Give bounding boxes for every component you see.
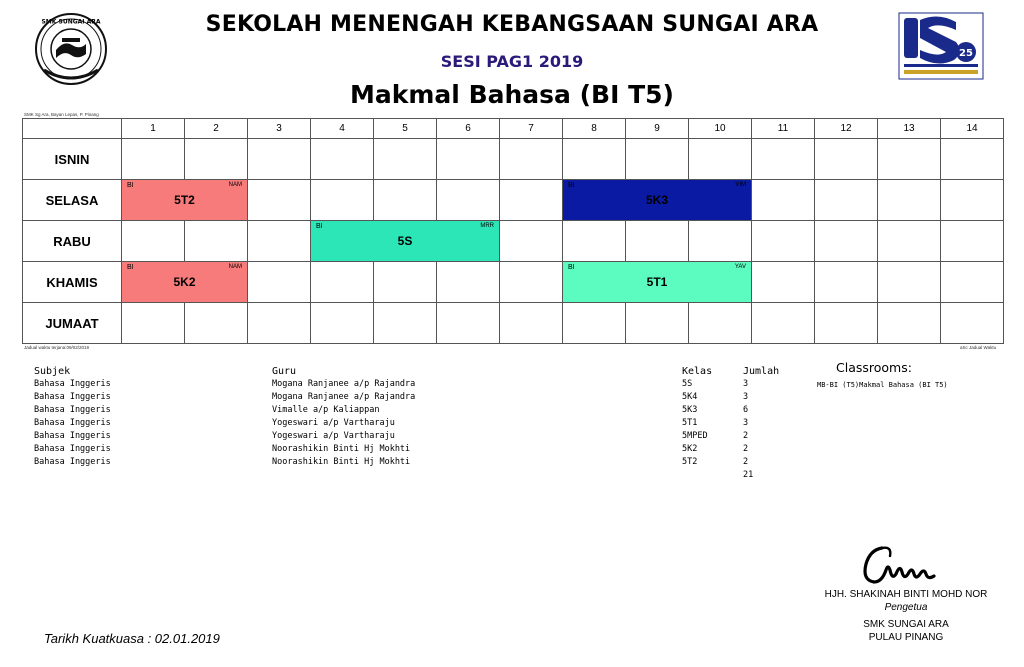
empty-slot bbox=[374, 262, 437, 303]
empty-slot bbox=[500, 180, 563, 221]
lesson-card[interactable] bbox=[122, 262, 248, 303]
svg-text:25: 25 bbox=[959, 48, 973, 59]
signature-location: PULAU PINANG bbox=[868, 632, 944, 643]
period-header: 3 bbox=[248, 119, 311, 139]
empty-slot bbox=[878, 139, 941, 180]
lesson-subject: BI bbox=[568, 264, 575, 271]
summary-subject: Bahasa Inggeris bbox=[34, 379, 111, 389]
day-row-jumaat bbox=[23, 303, 1004, 344]
software-note: aSc Jadual Waktu bbox=[960, 345, 997, 350]
empty-slot bbox=[752, 221, 815, 262]
period-header: 2 bbox=[185, 119, 248, 139]
empty-slot bbox=[878, 221, 941, 262]
empty-slot bbox=[311, 139, 374, 180]
empty-slot bbox=[752, 180, 815, 221]
summary-class: 5K4 bbox=[682, 392, 698, 402]
period-header: 10 bbox=[689, 119, 752, 139]
summary-teacher: Mogana Ranjanee a/p Rajandra bbox=[272, 379, 416, 389]
empty-slot bbox=[626, 221, 689, 262]
summary-count: 3 bbox=[743, 379, 749, 389]
empty-slot bbox=[185, 139, 248, 180]
day-label: JUMAAT bbox=[23, 303, 122, 344]
summary-subject: Bahasa Inggeris bbox=[34, 457, 111, 467]
empty-slot bbox=[689, 221, 752, 262]
lesson-class: 5K2 bbox=[173, 275, 196, 289]
empty-slot bbox=[941, 303, 1004, 344]
classrooms-title: Classrooms: bbox=[836, 360, 912, 375]
period-header: 14 bbox=[941, 119, 1004, 139]
summary-teacher: Noorashikin Binti Hj Mokhti bbox=[272, 457, 411, 467]
summary-count: 3 bbox=[743, 418, 749, 428]
summary-teacher: Yogeswari a/p Vartharaju bbox=[272, 431, 395, 441]
lesson-teacher: NAM bbox=[228, 182, 242, 188]
lesson-card[interactable] bbox=[122, 180, 248, 221]
empty-slot bbox=[374, 180, 437, 221]
empty-slot bbox=[752, 139, 815, 180]
empty-slot bbox=[815, 262, 878, 303]
empty-slot bbox=[941, 139, 1004, 180]
effective-date: Tarikh Kuatkuasa : 02.01.2019 bbox=[44, 631, 220, 646]
lesson-class: 5K3 bbox=[645, 193, 668, 207]
empty-slot bbox=[437, 180, 500, 221]
summary-subject: Bahasa Inggeris bbox=[34, 405, 111, 415]
empty-slot bbox=[563, 221, 626, 262]
count-header: Jumlah bbox=[743, 366, 780, 377]
empty-slot bbox=[878, 180, 941, 221]
empty-slot bbox=[122, 303, 185, 344]
summary-class: 5T2 bbox=[682, 457, 698, 467]
signature-school: SMK SUNGAI ARA bbox=[863, 619, 949, 630]
empty-slot bbox=[563, 303, 626, 344]
lesson-subject: BI bbox=[127, 264, 134, 271]
empty-slot bbox=[878, 303, 941, 344]
empty-slot bbox=[248, 221, 311, 262]
day-label: ISNIN bbox=[23, 139, 122, 180]
empty-slot bbox=[941, 262, 1004, 303]
timetable-grid bbox=[22, 118, 1004, 344]
lesson-class: 5T2 bbox=[174, 193, 195, 207]
empty-slot bbox=[248, 303, 311, 344]
lesson-teacher: MRR bbox=[480, 223, 494, 229]
lesson-class: 5T1 bbox=[646, 275, 668, 289]
summary-count: 2 bbox=[743, 457, 749, 467]
summary-class: 5K2 bbox=[682, 444, 698, 454]
empty-slot bbox=[941, 221, 1004, 262]
subject-header: Subjek bbox=[34, 366, 71, 377]
lesson-card[interactable] bbox=[311, 221, 500, 262]
empty-slot bbox=[626, 303, 689, 344]
empty-slot bbox=[437, 139, 500, 180]
period-header: 12 bbox=[815, 119, 878, 139]
session-label: SESI PAG1 2019 bbox=[440, 52, 584, 71]
summary-teacher: Mogana Ranjanee a/p Rajandra bbox=[272, 392, 416, 402]
empty-slot bbox=[311, 303, 374, 344]
corner-cell bbox=[23, 119, 122, 139]
period-header: 9 bbox=[626, 119, 689, 139]
day-row-khamis bbox=[23, 262, 1004, 303]
lesson-class: 5S bbox=[397, 234, 413, 248]
empty-slot bbox=[941, 180, 1004, 221]
empty-slot bbox=[437, 262, 500, 303]
summary-count: 3 bbox=[743, 392, 749, 402]
empty-slot bbox=[374, 303, 437, 344]
day-row-rabu bbox=[23, 221, 1004, 262]
empty-slot bbox=[311, 180, 374, 221]
day-label: RABU bbox=[23, 221, 122, 262]
empty-slot bbox=[248, 139, 311, 180]
day-label: KHAMIS bbox=[23, 262, 122, 303]
empty-slot bbox=[185, 303, 248, 344]
empty-slot bbox=[563, 139, 626, 180]
empty-slot bbox=[311, 262, 374, 303]
empty-slot bbox=[689, 303, 752, 344]
summary-count: 6 bbox=[743, 405, 749, 415]
empty-slot bbox=[815, 139, 878, 180]
empty-slot bbox=[374, 139, 437, 180]
summary-teacher: Yogeswari a/p Vartharaju bbox=[272, 418, 395, 428]
period-header: 6 bbox=[437, 119, 500, 139]
principal-position: Pengetua bbox=[884, 602, 928, 613]
lesson-teacher: VIM bbox=[735, 182, 746, 188]
summary-class: 5S bbox=[682, 379, 693, 389]
teacher-header: Guru bbox=[272, 366, 297, 377]
summary-teacher: Vimalle a/p Kaliappan bbox=[272, 405, 380, 415]
empty-slot bbox=[815, 180, 878, 221]
summary-teacher: Noorashikin Binti Hj Mokhti bbox=[272, 444, 411, 454]
empty-slot bbox=[122, 221, 185, 262]
period-header: 4 bbox=[311, 119, 374, 139]
period-header: 13 bbox=[878, 119, 941, 139]
summary-subject: Bahasa Inggeris bbox=[34, 392, 111, 402]
total-count: 21 bbox=[743, 470, 754, 480]
summary-subject: Bahasa Inggeris bbox=[34, 418, 111, 428]
summary-count: 2 bbox=[743, 444, 749, 454]
summary-class: 5MPED bbox=[682, 431, 708, 441]
generated-note: Jadual waktu terjana:09/02/2019 bbox=[24, 345, 90, 350]
svg-text:SMK SUNGAI ARA: SMK SUNGAI ARA bbox=[41, 18, 101, 26]
summary-count: 2 bbox=[743, 431, 749, 441]
lesson-card[interactable] bbox=[563, 180, 752, 221]
empty-slot bbox=[437, 303, 500, 344]
period-header: 1 bbox=[122, 119, 185, 139]
empty-slot bbox=[248, 262, 311, 303]
day-label: SELASA bbox=[23, 180, 122, 221]
period-header: 8 bbox=[563, 119, 626, 139]
empty-slot bbox=[500, 139, 563, 180]
room-title: Makmal Bahasa (BI T5) bbox=[350, 80, 674, 109]
empty-slot bbox=[878, 262, 941, 303]
principal-signature bbox=[852, 540, 942, 590]
principal-name: HJH. SHAKINAH BINTI MOHD NOR bbox=[824, 589, 988, 600]
period-header-row bbox=[23, 119, 1004, 139]
school-name: SEKOLAH MENENGAH KEBANGSAAN SUNGAI ARA bbox=[205, 12, 819, 37]
classroom-item: MB-BI (T5)Makmal Bahasa (BI T5) bbox=[817, 381, 948, 389]
empty-slot bbox=[122, 139, 185, 180]
lesson-teacher: YAV bbox=[734, 264, 746, 270]
empty-slot bbox=[500, 262, 563, 303]
empty-slot bbox=[689, 139, 752, 180]
class-header: Kelas bbox=[682, 366, 713, 377]
lesson-teacher: NAM bbox=[228, 264, 242, 270]
summary-class: 5T1 bbox=[682, 418, 698, 428]
day-row-isnin bbox=[23, 139, 1004, 180]
school-address-note: SMK Sg Ara, Bayan Lepas, P. Pinang bbox=[24, 112, 99, 117]
period-header: 11 bbox=[752, 119, 815, 139]
day-row-selasa bbox=[23, 180, 1004, 221]
period-header: 5 bbox=[374, 119, 437, 139]
empty-slot bbox=[500, 303, 563, 344]
lesson-subject: BI bbox=[127, 182, 134, 189]
empty-slot bbox=[752, 303, 815, 344]
empty-slot bbox=[752, 262, 815, 303]
empty-slot bbox=[185, 221, 248, 262]
empty-slot bbox=[248, 180, 311, 221]
empty-slot bbox=[500, 221, 563, 262]
emblem-logo bbox=[898, 12, 984, 80]
summary-class: 5K3 bbox=[682, 405, 698, 415]
empty-slot bbox=[815, 221, 878, 262]
summary-subject: Bahasa Inggeris bbox=[34, 444, 111, 454]
summary-subject: Bahasa Inggeris bbox=[34, 431, 111, 441]
empty-slot bbox=[815, 303, 878, 344]
lesson-card[interactable] bbox=[563, 262, 752, 303]
empty-slot bbox=[626, 139, 689, 180]
period-header: 7 bbox=[500, 119, 563, 139]
lesson-subject: BI bbox=[568, 182, 575, 189]
lesson-subject: BI bbox=[316, 223, 323, 230]
